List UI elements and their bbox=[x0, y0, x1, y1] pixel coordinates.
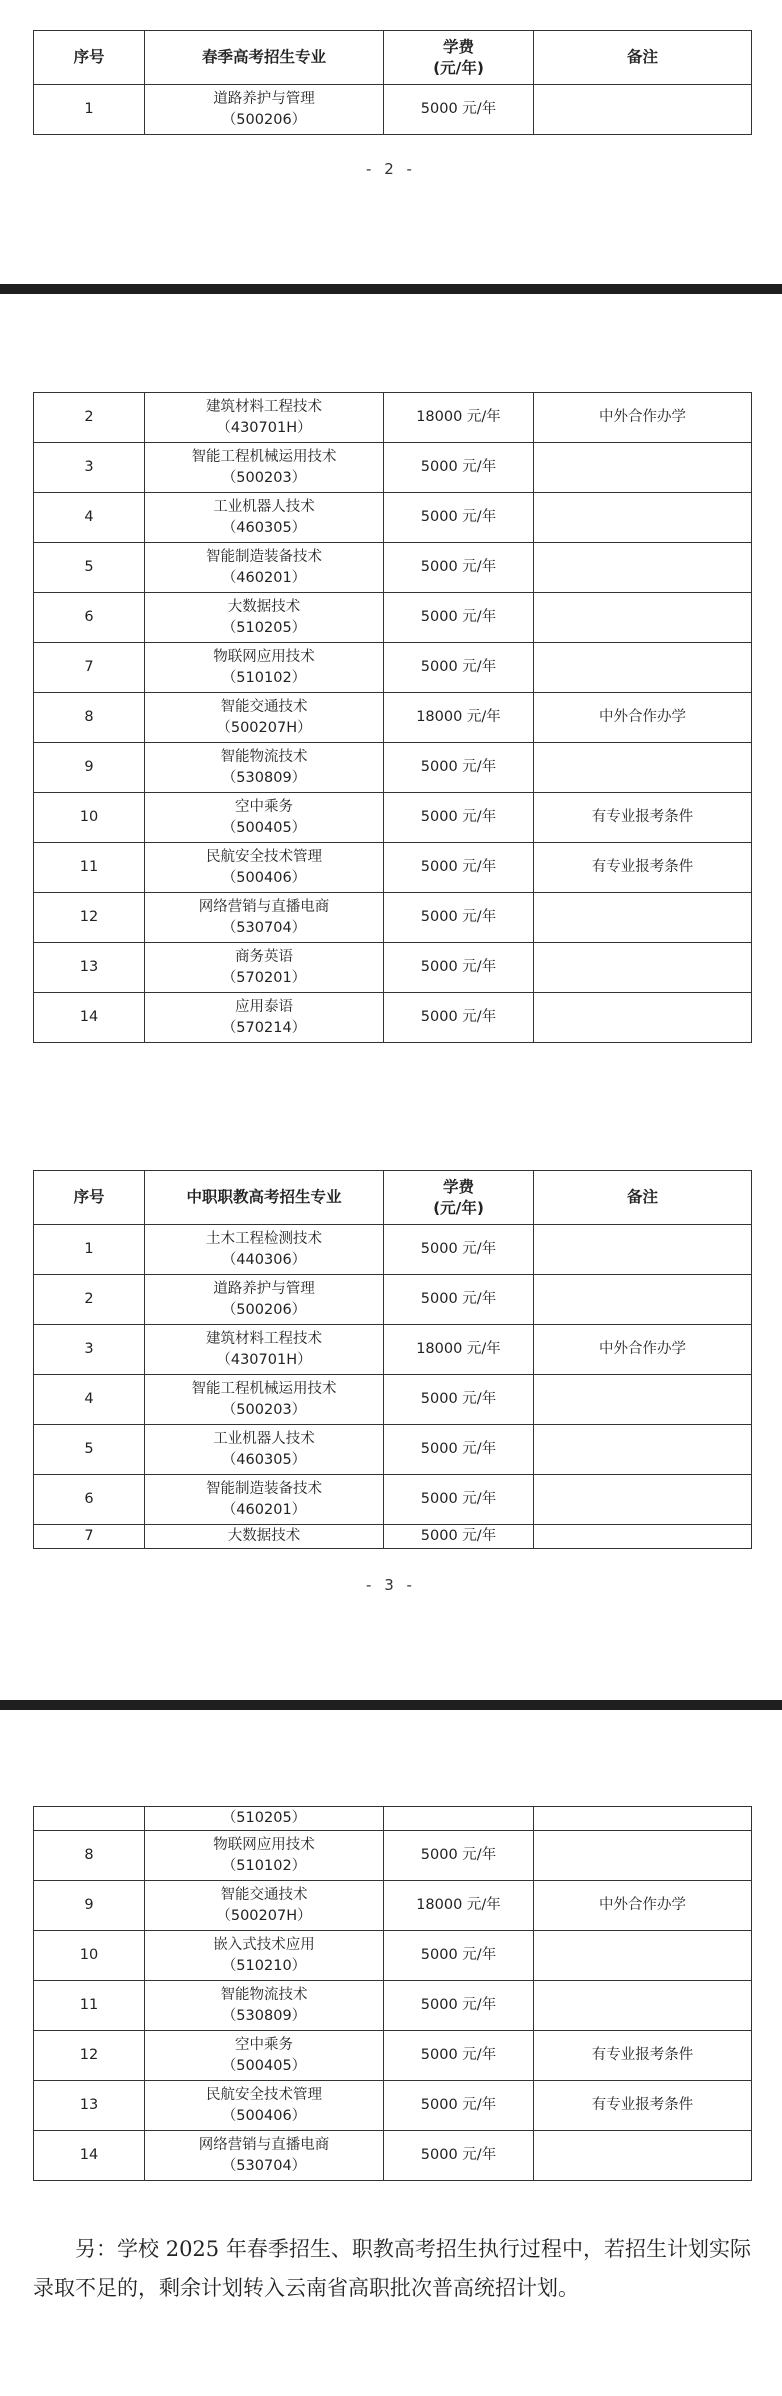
major-name: 空中乘务 bbox=[235, 2036, 293, 2053]
major-code: （460305） bbox=[221, 519, 307, 536]
cell-fee: 5000 元/年 bbox=[384, 1475, 534, 1525]
cell-no: 8 bbox=[34, 1831, 145, 1881]
cell-fee: 18000 元/年 bbox=[384, 1881, 534, 1931]
cell-major bbox=[145, 1931, 384, 1981]
major-code: （500405） bbox=[221, 2057, 307, 2074]
col-header-major: 春季高考招生专业 bbox=[145, 31, 384, 85]
cell-fee: 18000 元/年 bbox=[384, 693, 534, 743]
cell-no: 9 bbox=[34, 1881, 145, 1931]
cell-note bbox=[534, 1375, 752, 1425]
major-name: 民航安全技术管理 bbox=[206, 848, 322, 865]
major-name: 智能制造装备技术 bbox=[206, 548, 322, 565]
cell-fee: 5000 元/年 bbox=[384, 993, 534, 1043]
major-name: 智能物流技术 bbox=[220, 748, 308, 765]
cell-fee: 5000 元/年 bbox=[384, 543, 534, 593]
cell-fee: 18000 元/年 bbox=[384, 1325, 534, 1375]
cell-note bbox=[534, 2131, 752, 2181]
cell-fee: 5000 元/年 bbox=[384, 493, 534, 543]
major-code: （530704） bbox=[221, 2157, 307, 2174]
major-name: 工业机器人技术 bbox=[213, 498, 315, 515]
cell-major bbox=[145, 1225, 384, 1275]
cell-note: 中外合作办学 bbox=[534, 393, 752, 443]
col-header-note: 备注 bbox=[534, 31, 752, 85]
page-separator bbox=[0, 284, 782, 294]
closing-note bbox=[33, 2230, 751, 2308]
major-code: （510210） bbox=[221, 1957, 307, 1974]
vocational-admission-table-continued bbox=[33, 1806, 752, 2181]
cell-fee: 5000 元/年 bbox=[384, 1525, 534, 1549]
major-name: 智能物流技术 bbox=[220, 1986, 308, 2003]
table-row bbox=[34, 1881, 752, 1931]
cell-note bbox=[534, 1475, 752, 1525]
major-name: 网络营销与直播电商 bbox=[198, 898, 330, 915]
cell-major bbox=[145, 793, 384, 843]
table-row bbox=[34, 443, 752, 493]
cell-major bbox=[145, 1881, 384, 1931]
cell-fee: 5000 元/年 bbox=[384, 2031, 534, 2081]
cell-fee: 18000 元/年 bbox=[384, 393, 534, 443]
cell-note: 有专业报考条件 bbox=[534, 2081, 752, 2131]
major-name: 智能工程机械运用技术 bbox=[191, 1380, 337, 1397]
col-header-note: 备注 bbox=[534, 1171, 752, 1225]
cell-major bbox=[145, 993, 384, 1043]
cell-note bbox=[534, 643, 752, 693]
major-name: 物联网应用技术 bbox=[213, 1836, 315, 1853]
table-row bbox=[34, 1475, 752, 1525]
major-code: （510102） bbox=[221, 669, 307, 686]
major-code: （500406） bbox=[221, 2107, 307, 2124]
cell-major bbox=[145, 493, 384, 543]
cell-fee: 5000 元/年 bbox=[384, 2081, 534, 2131]
major-code: （500207H） bbox=[216, 1907, 312, 1924]
major-code: （500203） bbox=[221, 469, 307, 486]
col-header-major: 中职职教高考招生专业 bbox=[145, 1171, 384, 1225]
table-row bbox=[34, 593, 752, 643]
major-code: （530809） bbox=[221, 2007, 307, 2024]
cell-major bbox=[145, 2031, 384, 2081]
cell-no: 6 bbox=[34, 1475, 145, 1525]
table-row bbox=[34, 1831, 752, 1881]
table-row bbox=[34, 543, 752, 593]
table-row bbox=[34, 2081, 752, 2131]
cell-fee: 5000 元/年 bbox=[384, 1425, 534, 1475]
major-code: （500406） bbox=[221, 869, 307, 886]
cell-no: 14 bbox=[34, 2131, 145, 2181]
cell-no: 9 bbox=[34, 743, 145, 793]
cell-major bbox=[145, 643, 384, 693]
cell-note bbox=[534, 493, 752, 543]
cell-no: 8 bbox=[34, 693, 145, 743]
cell-no: 2 bbox=[34, 1275, 145, 1325]
col-header-no: 序号 bbox=[34, 1171, 145, 1225]
cell-note bbox=[534, 1981, 752, 2031]
cell-major bbox=[145, 943, 384, 993]
cell-no: 1 bbox=[34, 85, 145, 135]
col-header-fee: 学费 (元/年) bbox=[384, 31, 534, 85]
cell-no: 10 bbox=[34, 1931, 145, 1981]
major-code: （460305） bbox=[221, 1451, 307, 1468]
cell-major bbox=[145, 1375, 384, 1425]
cell-major: 大数据技术 bbox=[145, 1525, 384, 1549]
table-row bbox=[34, 1425, 752, 1475]
cell-fee: 5000 元/年 bbox=[384, 1981, 534, 2031]
major-name: 大数据技术 bbox=[227, 598, 301, 615]
table-header-row bbox=[34, 1171, 752, 1225]
cell-fee: 5000 元/年 bbox=[384, 443, 534, 493]
major-code: （500207H） bbox=[216, 719, 312, 736]
cell-note bbox=[534, 743, 752, 793]
cell-major bbox=[145, 443, 384, 493]
table-row bbox=[34, 693, 752, 743]
table-row bbox=[34, 943, 752, 993]
major-code: （430701H） bbox=[216, 419, 312, 436]
major-code: （460201） bbox=[221, 1501, 307, 1518]
cell-fee: 5000 元/年 bbox=[384, 893, 534, 943]
cell-note bbox=[534, 1931, 752, 1981]
cell-major bbox=[145, 843, 384, 893]
cell-note bbox=[534, 1525, 752, 1549]
table-row bbox=[34, 743, 752, 793]
cell-note bbox=[534, 443, 752, 493]
major-code: （500203） bbox=[221, 1401, 307, 1418]
major-code: （500206） bbox=[221, 1301, 307, 1318]
cell-fee: 5000 元/年 bbox=[384, 1931, 534, 1981]
cell-fee: 5000 元/年 bbox=[384, 793, 534, 843]
col-header-fee: 学费 (元/年) bbox=[384, 1171, 534, 1225]
page-number: - 2 - bbox=[366, 160, 416, 178]
major-code: （530809） bbox=[221, 769, 307, 786]
cell-note: 有专业报考条件 bbox=[534, 793, 752, 843]
major-name: 嵌入式技术应用 bbox=[213, 1936, 315, 1953]
page-number: - 3 - bbox=[366, 1576, 416, 1594]
table-row bbox=[34, 493, 752, 543]
cell-no: 3 bbox=[34, 443, 145, 493]
cell-fee: 5000 元/年 bbox=[384, 1275, 534, 1325]
table-row bbox=[34, 1807, 752, 1831]
table-row bbox=[34, 793, 752, 843]
cell-no: 3 bbox=[34, 1325, 145, 1375]
cell-no: 7 bbox=[34, 643, 145, 693]
major-code: （510205） bbox=[221, 619, 307, 636]
col-header-no: 序号 bbox=[34, 31, 145, 85]
cell-fee: 5000 元/年 bbox=[384, 943, 534, 993]
major-code: （430701H） bbox=[216, 1351, 312, 1368]
cell-note: 中外合作办学 bbox=[534, 1881, 752, 1931]
table-row bbox=[34, 1931, 752, 1981]
major-name: 智能制造装备技术 bbox=[206, 1480, 322, 1497]
cell-note bbox=[534, 993, 752, 1043]
major-name: 网络营销与直播电商 bbox=[198, 2136, 330, 2153]
major-name: 应用泰语 bbox=[235, 998, 293, 1015]
table-row bbox=[34, 893, 752, 943]
cell-no: 2 bbox=[34, 393, 145, 443]
cell-no: 1 bbox=[34, 1225, 145, 1275]
cell-fee: 5000 元/年 bbox=[384, 1225, 534, 1275]
cell-no: 11 bbox=[34, 1981, 145, 2031]
cell-fee: 5000 元/年 bbox=[384, 2131, 534, 2181]
major-name: 土木工程检测技术 bbox=[206, 1230, 322, 1247]
major-name: 空中乘务 bbox=[235, 798, 293, 815]
table-row bbox=[34, 393, 752, 443]
major-code: （510102） bbox=[221, 1857, 307, 1874]
major-name: 建筑材料工程技术 bbox=[206, 398, 322, 415]
cell-note bbox=[534, 543, 752, 593]
cell-fee: 5000 元/年 bbox=[384, 643, 534, 693]
cell-no: 12 bbox=[34, 2031, 145, 2081]
cell-major bbox=[145, 693, 384, 743]
spring-admission-table bbox=[33, 30, 752, 135]
cell-major bbox=[145, 85, 384, 135]
cell-fee: 5000 元/年 bbox=[384, 1831, 534, 1881]
cell-note bbox=[534, 893, 752, 943]
cell-major bbox=[145, 1425, 384, 1475]
cell-note bbox=[534, 1831, 752, 1881]
cell-note bbox=[534, 1225, 752, 1275]
table-row bbox=[34, 843, 752, 893]
page-separator bbox=[0, 1700, 782, 1710]
major-name: 商务英语 bbox=[235, 948, 293, 965]
cell-note bbox=[534, 593, 752, 643]
cell-note bbox=[534, 943, 752, 993]
cell-major bbox=[145, 1831, 384, 1881]
major-name: 民航安全技术管理 bbox=[206, 2086, 322, 2103]
major-name: 智能工程机械运用技术 bbox=[191, 448, 337, 465]
cell-no: 4 bbox=[34, 1375, 145, 1425]
major-code: （500206） bbox=[221, 111, 307, 128]
major-name: 智能交通技术 bbox=[220, 698, 308, 715]
cell-no: 5 bbox=[34, 1425, 145, 1475]
cell-note bbox=[534, 85, 752, 135]
vocational-admission-table bbox=[33, 1170, 752, 1549]
spring-admission-table-continued bbox=[33, 392, 752, 1043]
cell-major bbox=[145, 2081, 384, 2131]
cell-note bbox=[534, 1425, 752, 1475]
cell-fee: 5000 元/年 bbox=[384, 593, 534, 643]
cell-no: 11 bbox=[34, 843, 145, 893]
cell-no: 10 bbox=[34, 793, 145, 843]
cell-major bbox=[145, 743, 384, 793]
cell-fee: 5000 元/年 bbox=[384, 85, 534, 135]
table-row bbox=[34, 1325, 752, 1375]
table-row bbox=[34, 2131, 752, 2181]
cell-major bbox=[145, 1275, 384, 1325]
major-code: （440306） bbox=[221, 1251, 307, 1268]
table-row bbox=[34, 1375, 752, 1425]
table-header-row bbox=[34, 31, 752, 85]
cell-no: 13 bbox=[34, 2081, 145, 2131]
cell-code: （510205） bbox=[145, 1807, 384, 1831]
cell-note: 有专业报考条件 bbox=[534, 843, 752, 893]
closing-note-text: 另：学校 2025 年春季招生、职教高考招生执行过程中，若招生计划实际录取不足的，剩余计划转入云南省高职批次普高统招计划。 bbox=[33, 2237, 751, 2300]
cell-no: 6 bbox=[34, 593, 145, 643]
major-code: （500405） bbox=[221, 819, 307, 836]
major-name: 智能交通技术 bbox=[220, 1886, 308, 1903]
cell-no: 12 bbox=[34, 893, 145, 943]
cell-major bbox=[145, 1325, 384, 1375]
cell-no: 5 bbox=[34, 543, 145, 593]
cell-major bbox=[145, 393, 384, 443]
cell-major bbox=[145, 2131, 384, 2181]
cell-note: 有专业报考条件 bbox=[534, 2031, 752, 2081]
table-row bbox=[34, 85, 752, 135]
cell-major bbox=[145, 543, 384, 593]
cell-fee: 5000 元/年 bbox=[384, 1375, 534, 1425]
table-row bbox=[34, 643, 752, 693]
major-code: （460201） bbox=[221, 569, 307, 586]
cell-fee: 5000 元/年 bbox=[384, 743, 534, 793]
cell-note: 中外合作办学 bbox=[534, 693, 752, 743]
major-name: 物联网应用技术 bbox=[213, 648, 315, 665]
cell-note: 中外合作办学 bbox=[534, 1325, 752, 1375]
major-name: 建筑材料工程技术 bbox=[206, 1330, 322, 1347]
cell-fee: 5000 元/年 bbox=[384, 843, 534, 893]
cell-no: 13 bbox=[34, 943, 145, 993]
major-name: 道路养护与管理 bbox=[213, 1280, 315, 1297]
major-name: 道路养护与管理 bbox=[213, 90, 315, 107]
cell-major bbox=[145, 593, 384, 643]
major-code: （570201） bbox=[221, 969, 307, 986]
cell-major bbox=[145, 1475, 384, 1525]
major-code: （530704） bbox=[221, 919, 307, 936]
table-row bbox=[34, 1525, 752, 1549]
cell-major bbox=[145, 1981, 384, 2031]
table-row bbox=[34, 993, 752, 1043]
cell-no: 4 bbox=[34, 493, 145, 543]
table-row bbox=[34, 1275, 752, 1325]
major-name: 工业机器人技术 bbox=[213, 1430, 315, 1447]
cell-no: 7 bbox=[34, 1525, 145, 1549]
table-row bbox=[34, 1225, 752, 1275]
table-row bbox=[34, 2031, 752, 2081]
cell-major bbox=[145, 893, 384, 943]
major-code: （570214） bbox=[221, 1019, 307, 1036]
cell-note bbox=[534, 1275, 752, 1325]
cell-no: 14 bbox=[34, 993, 145, 1043]
table-row bbox=[34, 1981, 752, 2031]
